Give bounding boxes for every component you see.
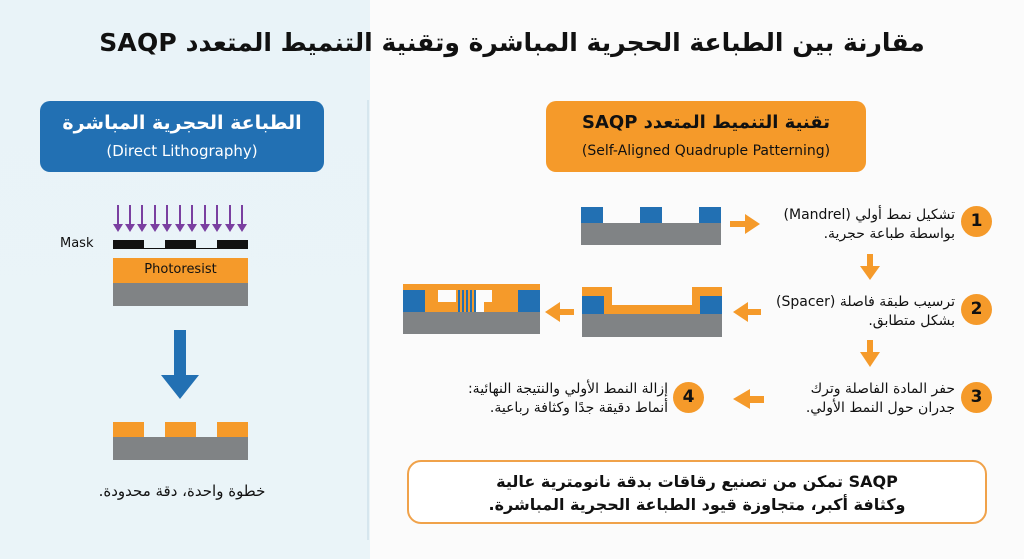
step-2-line2: بشكل متطابق. bbox=[868, 313, 955, 329]
main-title: مقارنة بين الطباعة الحجرية المباشرة وتقنية التنميط المتعدد SAQP bbox=[99, 28, 925, 57]
mask-label: Mask bbox=[60, 236, 94, 251]
direct-lithography-caption: خطوة واحدة، دقة محدودة. bbox=[98, 482, 266, 500]
saqp-title-ar: تقنية التنميط المتعدد SAQP bbox=[582, 112, 830, 133]
uv-light-arrows-icon bbox=[113, 205, 247, 232]
step2-spacer-wafer-icon bbox=[582, 287, 722, 337]
step-4-text bbox=[410, 380, 668, 418]
photoresist-label: Photoresist bbox=[144, 262, 217, 277]
step-1-line2: بواسطة طباعة حجرية. bbox=[823, 226, 955, 242]
step1-mandrel-wafer-icon bbox=[581, 207, 721, 245]
arrow-right-icon bbox=[730, 214, 760, 234]
summary-line-2: وكثافة أكبر، متجاوزة قيود الطباعة الحجرية المباشرة. bbox=[488, 495, 906, 514]
saqp-title-en: (Self-Aligned Quadruple Patterning) bbox=[581, 143, 831, 159]
step-2-line1: ترسيب طبقة فاصلة (Spacer) bbox=[776, 294, 955, 310]
step-2-badge: 2 bbox=[961, 294, 992, 325]
step-3-line2: جدران حول النمط الأولي. bbox=[805, 400, 955, 416]
saqp-header bbox=[546, 101, 866, 172]
direct-lithography-title-en: (Direct Lithography) bbox=[106, 142, 258, 160]
step-3-badge: 3 bbox=[961, 382, 992, 413]
step-4-line1: إزالة النمط الأولي والنتيجة النهائية: bbox=[467, 381, 668, 397]
arrow-left-icon bbox=[545, 302, 574, 322]
step-1-text bbox=[760, 206, 955, 244]
summary-line-1: SAQP تمكن من تصنيع رقاقات بدقة نانومترية عالية bbox=[496, 472, 898, 491]
substrate-layer bbox=[113, 283, 248, 306]
arrow-left-icon bbox=[733, 302, 761, 322]
step-1-badge: 1 bbox=[961, 206, 992, 237]
arrow-down-icon bbox=[860, 340, 880, 367]
step-4-badge: 4 bbox=[673, 382, 704, 413]
arrow-down-icon bbox=[860, 254, 880, 280]
step-2-text bbox=[760, 293, 955, 331]
step-3-text bbox=[760, 380, 955, 418]
direct-lithography-title-ar: الطباعة الحجرية المباشرة bbox=[62, 112, 302, 134]
direct-litho-result-icon bbox=[113, 422, 248, 460]
down-arrow-icon bbox=[161, 330, 199, 399]
step-3-line1: حفر المادة الفاصلة وترك bbox=[810, 381, 955, 397]
mask-icon bbox=[113, 240, 248, 249]
saqp-summary-box bbox=[407, 460, 987, 524]
step-4-line2: أنماط دقيقة جدًا وكثافة رباعية. bbox=[489, 400, 668, 416]
step-1-line1: تشكيل نمط أولي (Mandrel) bbox=[783, 207, 955, 223]
step3-etched-wafer-icon bbox=[403, 284, 540, 334]
